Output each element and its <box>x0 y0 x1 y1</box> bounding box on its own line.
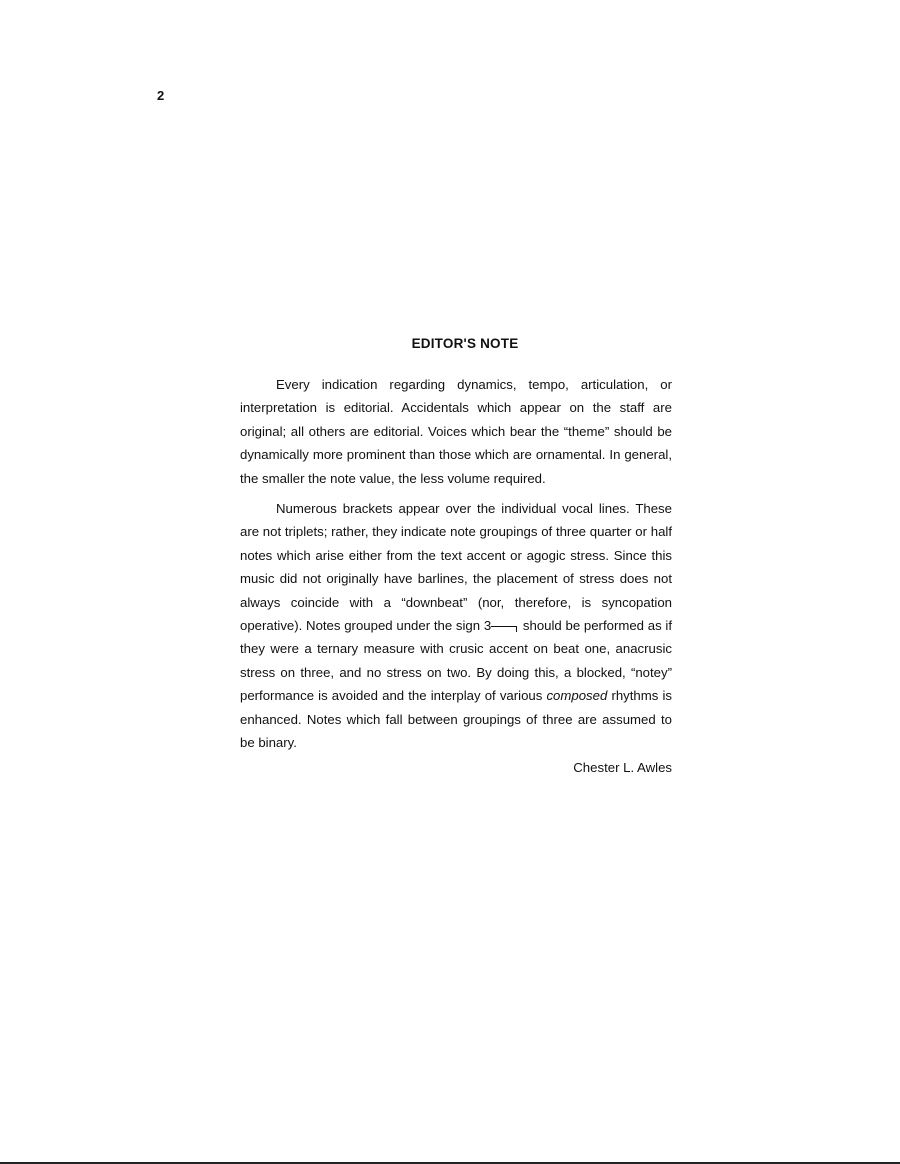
signature: Chester L. Awles <box>573 759 672 775</box>
paragraph-2-text-b: should be performed as if they were a ternary measure with crusic accent on beat one, anacrusic stress on three, and no stress on two. By doing this, a blocked, “notey” performance is avoided and the interplay of various <box>240 618 672 704</box>
note-title: EDITOR'S NOTE <box>411 336 519 351</box>
editors-note <box>240 336 672 775</box>
paragraph-2-text-c: rhythms is enhanced. Notes which fall between groupings of three are assumed to be binary. <box>240 688 672 751</box>
page-number: 2 <box>157 88 165 103</box>
note-paragraph-1: Every indication regarding dynamics, tempo, articulation, or interpretation is editorial. Accidentals which appear on the staff are original; all others are editorial. Voices which bear the “theme” should be dynamically more prominent than those which are ornamental. In general, the smaller the note value, the less volume required. <box>240 377 672 486</box>
note-paragraph-2 <box>240 497 672 754</box>
paragraph-2-text-a: Numerous brackets appear over the individual vocal lines. These are not triplets; rather, they indicate note groupings of three quarter or half notes which arise either from the text accent or agogic stress. Since this music did not originally have barlines, the placement of stress does not always coincide with a “downbeat” (nor, therefore, is syncopation operative). Notes grouped under the sign 3 <box>240 501 672 634</box>
paragraph-2-italic: composed <box>546 688 608 704</box>
triplet-bracket-icon <box>491 622 517 632</box>
